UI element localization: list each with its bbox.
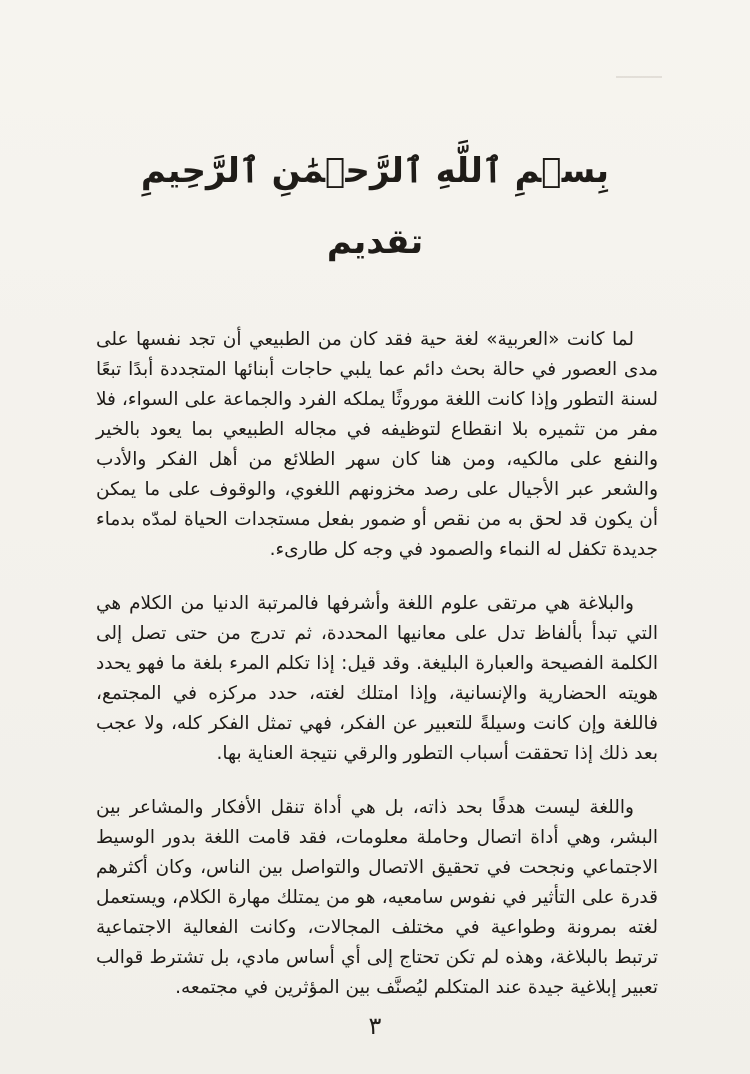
paragraph-1: لما كانت «العربية» لغة حية فقد كان من الطبيعي أن تجد نفسها على مدى العصور في حالة بحث دائم عما يلبي حاجات أبنائها المتجددة أبدًا تبعًا لسنة التطور وإذا كانت اللغة موروثًا يملكه الفرد والجماعة على السواء، فلا مفر من تثميره بلا انقطاع لتوظيفه في مجاله الطبيعي بما يعود بالخير والنفع على مالكيه، ومن هنا كان سهر الطلائع من أهل الفكر والأدب والشعر عبر الأجيال على رصد مخزونهم اللغوي، والوقوف على ما يمكن أن يكون قد لحق به من نقص أو ضمور بفعل مستجدات الحياة لمدّه بدماء جديدة تكفل له النماء والصمود في وجه كل طارىء.: [96, 329, 658, 560]
paragraph-2: والبلاغة هي مرتقى علوم اللغة وأشرفها فالمرتبة الدنيا من الكلام هي التي تبدأ بألفاظ تدل على معانيها المحددة، ثم تدرج من حتى تصل إلى الكلمة الفصيحة والعبارة البليغة. وقد قيل: إذا تكلم المرء بلغة ما فهو يحدد هويته الحضارية والإنسانية، وإذا امتلك لغته، حدد مركزه في المجتمع، فاللغة وإن كانت وسيلةً للتعبير عن الفكر، فهي تمثل الفكر كله، ولا عجب بعد ذلك إذا تحققت أسباب التطور والرقي نتيجة العناية بها.: [96, 593, 658, 764]
page-heading: تقديم: [326, 222, 424, 262]
basmala-calligraphy: بِسۡمِ ٱللَّهِ ٱلرَّحۡمَٰنِ ٱلرَّحِيمِ: [140, 151, 610, 191]
page-number: ٣: [368, 1012, 382, 1040]
paragraph-3: واللغة ليست هدفًا بحد ذاته، بل هي أداة تنقل الأفكار والمشاعر بين البشر، وهي أداة اتصال وحاملة معلومات، فقد قامت اللغة بدور الوسيط الاجتماعي ونجحت في تحقيق الاتصال والتواصل بين الناس، وكان أكثرهم قدرة على التأثير في نفوس سامعيه، هو من يمتلك مهارة الكلام، ويستعمل لغته بمرونة وطواعية في مختلف المجالات، وكانت الفعالية الاجتماعية ترتبط بالبلاغة، وهذه لم تكن تحتاج إلى أي أساس مادي، بل تشترط قوالب تعبير إبلاغية جيدة عند المتكلم ليُصنَّف بين المؤثرين في مجتمعه.: [96, 797, 658, 998]
body-text: [96, 325, 658, 1027]
bleed-through-mark: [616, 58, 662, 78]
